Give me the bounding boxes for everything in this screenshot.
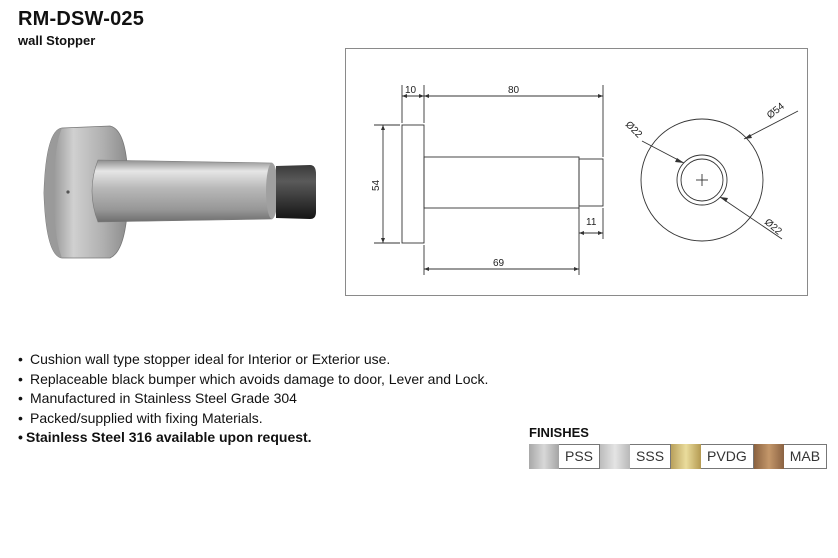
base-plate-outline <box>402 125 424 243</box>
body-outline <box>424 157 579 208</box>
feature-item <box>18 409 488 429</box>
dim-body-dia-top: Ø22 <box>622 119 645 141</box>
dim-base-dia: Ø54 <box>765 101 787 122</box>
feature-text: Stainless Steel 316 available upon request. <box>26 429 312 445</box>
feature-item <box>18 350 488 370</box>
feature-item-highlight <box>18 428 488 448</box>
swatch-pvdg <box>671 444 701 469</box>
bullet: • <box>18 409 23 426</box>
bumper-outline <box>579 159 603 206</box>
feature-item <box>18 389 488 409</box>
feature-list <box>18 350 488 448</box>
feature-item <box>18 370 488 390</box>
dim-bumper-length: 11 <box>586 217 597 228</box>
finish-label-pss: PSS <box>559 444 600 469</box>
product-name: wall Stopper <box>18 33 96 48</box>
dim-base-thickness: 10 <box>405 85 417 96</box>
bullet: • <box>18 429 23 445</box>
dim-body-length: 69 <box>493 258 505 269</box>
swatch-sss <box>600 444 630 469</box>
swatch-mab <box>754 444 784 469</box>
bullet: • <box>18 390 23 406</box>
feature-text: Manufactured in Stainless Steel Grade 304 <box>30 390 297 406</box>
feature-text: Packed/supplied with fixing Materials. <box>30 409 263 426</box>
dim-overall-length: 80 <box>508 85 520 96</box>
swatch-pss <box>529 444 559 469</box>
bullet: • <box>18 370 23 387</box>
dim-body-dia-bottom: Ø22 <box>762 216 784 238</box>
finish-label-pvdg: PVDG <box>701 444 754 469</box>
product-photo <box>40 118 330 268</box>
finish-label-sss: SSS <box>630 444 671 469</box>
feature-text: Replaceable black bumper which avoids damage to door, Lever and Lock. <box>30 370 489 387</box>
dim-base-height: 54 <box>371 179 382 191</box>
technical-drawing <box>345 48 808 296</box>
finishes-swatches <box>529 444 827 469</box>
product-code: RM-DSW-025 <box>18 8 145 30</box>
finishes-heading: FINISHES <box>529 425 589 440</box>
feature-text: Cushion wall type stopper ideal for Interior or Exterior use. <box>30 351 391 367</box>
bullet: • <box>18 351 23 367</box>
finish-label-mab: MAB <box>784 444 827 469</box>
